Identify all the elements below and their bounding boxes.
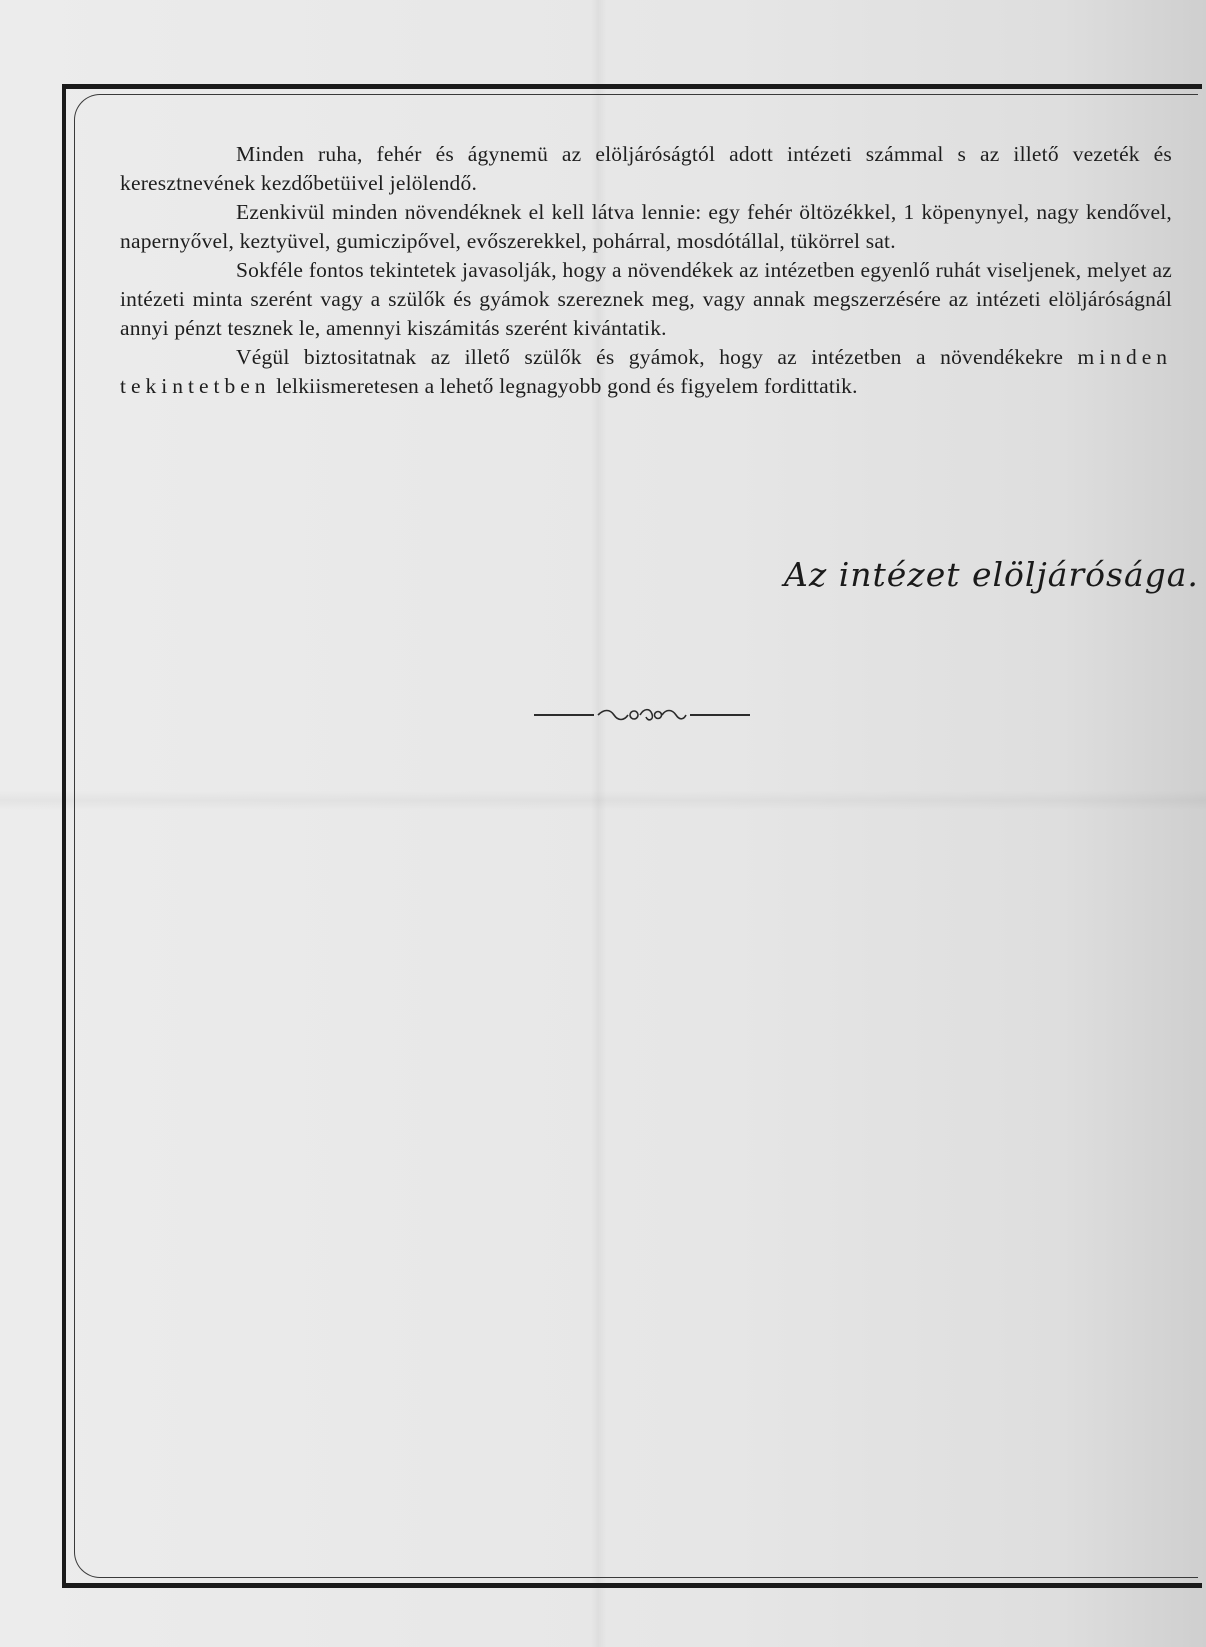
paragraph-clothing-marking — [120, 140, 1172, 198]
signature: Az intézet elöljárósága. — [784, 555, 1199, 594]
body-text — [120, 140, 1172, 401]
divider-rule-left — [534, 714, 594, 716]
emphasized-text: minden tekintetben — [120, 345, 1172, 398]
paragraph-required-items — [120, 198, 1172, 256]
paragraph-text: lelkiismeretesen a lehető legnagyobb gond és figyelem fordittatik. — [276, 374, 858, 398]
paragraph-text: Ezenkivül minden növendéknek el kell látva lennie: egy fehér öltözékkel, 1 köpenynyel, nagy kendővel, napernyővel, keztyüvel, gumiczipővel, evőszerekkel, pohárral, mosdótállal, tükörrel sat. — [120, 200, 1172, 253]
paragraph-text: Minden ruha, fehér és ágynemü az elöljáróságtól adott intézeti számmal s az illető vezeték és keresztnevének kezdőbetüivel jelölendő. — [120, 142, 1172, 195]
paragraph-uniform — [120, 256, 1172, 343]
flourish-icon — [596, 704, 688, 726]
paragraph-text: Sokféle fontos tekintetek javasolják, hogy a növendékek az intézetben egyenlő ruhát viseljenek, melyet az intézeti minta szerént vagy a szülők és gyámok szereznek meg, vagy annak megszerzésére az intézeti elöljáróságnál annyi pénzt tesznek le, amennyi kiszámitás szerént kivántatik. — [120, 258, 1172, 340]
divider-rule-right — [690, 714, 750, 716]
ornament-divider — [534, 704, 750, 726]
paragraph-assurance — [120, 343, 1172, 401]
paragraph-text: Végül biztositatnak az illető szülők és gyámok, hogy az intézetben a növendékekre — [236, 345, 1064, 369]
